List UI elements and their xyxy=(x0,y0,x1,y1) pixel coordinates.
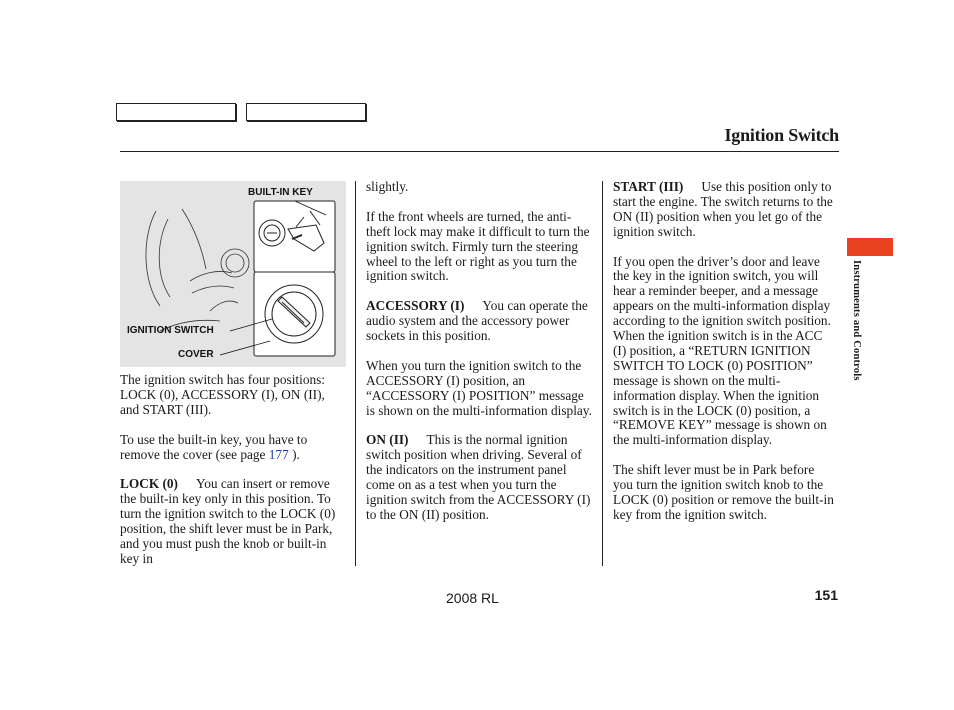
section-label: Instruments and Controls xyxy=(851,260,862,381)
paragraph-text: This is the normal ignition switch position when driving. Several of the indicators on the instrument panel come on as a test when you turn the ignition switch from the ACCESSORY (I) to the ON (II) position. xyxy=(366,432,591,522)
ignition-switch-illustration xyxy=(120,181,346,367)
paragraph xyxy=(613,180,837,240)
paragraph-text: You can operate the audio system and the accessory power sockets in this position. xyxy=(366,298,588,344)
text-column-3 xyxy=(613,180,837,538)
paragraph-text: ). xyxy=(292,446,300,462)
paragraph: slightly. xyxy=(366,179,409,194)
header-divider xyxy=(120,151,839,152)
start-heading: START (III) xyxy=(613,179,684,194)
paragraph xyxy=(120,477,342,566)
text-column-1 xyxy=(120,373,342,582)
paragraph: If you open the driver’s door and leave the key in the ignition switch, you will hear a reminder beeper, and a message appears on the multi-information display according to the ignition switch position. When the ignition switch is in the ACC (I) position, a “RETURN IGNITION SWITCH TO LOCK (0) POSITION” message is shown on the multi-information display. When the ignition switch is in the LOCK (0) position, a “REMOVE KEY” message is shown on the multi-information display. xyxy=(613,253,831,448)
nav-button-index[interactable] xyxy=(246,103,366,121)
paragraph xyxy=(366,299,594,344)
column-divider xyxy=(355,181,356,566)
paragraph xyxy=(366,433,594,522)
paragraph-text: To use the built-in key, you have to remove the cover (see page xyxy=(120,431,308,462)
nav-button-contents[interactable] xyxy=(116,103,236,121)
lock-heading: LOCK (0) xyxy=(120,476,178,492)
paragraph: The shift lever must be in Park before you turn the ignition switch knob to the LOCK (0) position or remove the built-in key from the ignition switch. xyxy=(613,462,834,522)
paragraph-text: Use this position only to start the engine. The switch returns to the ON (II) position when you let go of the ignition switch. xyxy=(613,179,833,239)
on-heading: ON (II) xyxy=(366,432,409,448)
page-title: Ignition Switch xyxy=(724,125,839,145)
paragraph-text: You can insert or remove the built-in key only in this position. To turn the ignition switch to the LOCK (0) position, the shift lever must be in Park, and you must push the knob or built-in key in xyxy=(120,476,336,566)
footer-model: 2008 RL xyxy=(446,590,499,606)
ignition-switch-label: IGNITION SWITCH xyxy=(127,325,214,336)
paragraph: The ignition switch has four positions: LOCK (0), ACCESSORY (I), ON (II), and START (III). xyxy=(120,372,325,417)
cover-label: COVER xyxy=(178,349,214,360)
ignition-switch-figure xyxy=(120,181,346,367)
section-tab xyxy=(847,238,893,256)
page-link[interactable]: 177 xyxy=(268,446,289,462)
paragraph: When you turn the ignition switch to the ACCESSORY (I) position, an “ACCESSORY (I) POSITION” message is shown on the multi-information display. xyxy=(366,357,592,418)
accessory-heading: ACCESSORY (I) xyxy=(366,298,465,314)
paragraph: If the front wheels are turned, the anti-theft lock may make it difficult to turn the ignition switch. Firmly turn the steering wheel to the left or right as you turn the ignition switch. xyxy=(366,208,590,284)
built-in-key-label: BUILT-IN KEY xyxy=(248,187,313,198)
page-number: 151 xyxy=(814,587,838,603)
text-column-2 xyxy=(366,180,594,538)
paragraph xyxy=(120,433,342,463)
column-divider xyxy=(602,181,603,566)
